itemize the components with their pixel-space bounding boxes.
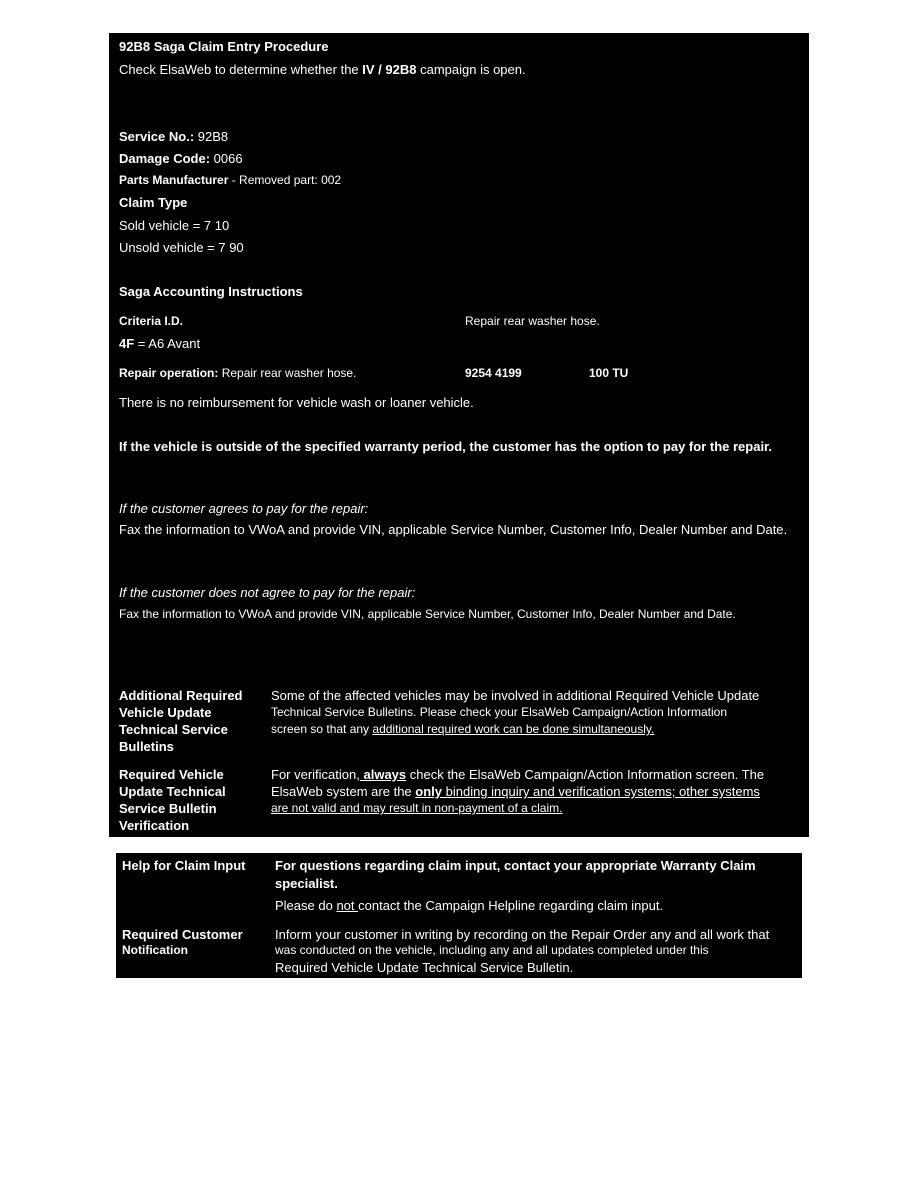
additional-bulletins-line-1: Some of the affected vehicles may be involved in additional Required Vehicle Update (271, 688, 760, 703)
repair-operation: Repair operation: Repair rear washer hose. (119, 366, 357, 380)
customer-not-agree-heading: If the customer does not agree to pay for the repair: (119, 585, 416, 600)
notification-line-1: Inform your customer in writing by recording on the Repair Order any and all work that (275, 927, 770, 942)
notification-label-2: Notification (122, 943, 188, 957)
help-claim-input-label: Help for Claim Input (122, 858, 246, 873)
additional-bulletins-line-2: Technical Service Bulletins. Please check your ElsaWeb Campaign/Action Information (271, 705, 727, 719)
help-note: Please do not contact the Campaign Helpline regarding claim input. (275, 898, 664, 913)
damage-code: Damage Code: 0066 (119, 151, 243, 166)
notification-line-2: was conducted on the vehicle, including any and all updates completed under this (275, 943, 709, 957)
model-code: 4F = A6 Avant (119, 336, 201, 351)
criteria-label: Criteria I.D. (119, 314, 184, 328)
verification-line-1: For verification, always check the ElsaWeb Campaign/Action Information screen. The (271, 767, 765, 782)
verification-line-3: are not valid and may result in non-payment of a claim. (271, 801, 563, 815)
notification-line-3: Required Vehicle Update Technical Service Bulletin. (275, 960, 574, 975)
no-reimbursement-text: There is no reimbursement for vehicle wash or loaner vehicle. (119, 395, 474, 410)
time-units: 100 TU (589, 366, 629, 380)
outside-warranty-text: If the vehicle is outside of the specified warranty period, the customer has the option to pay for the repair. (119, 439, 773, 454)
claim-type-label: Claim Type (119, 195, 188, 210)
verification-label: Required Vehicle Update Technical Service Bulletin Verification (119, 767, 226, 833)
procedure-title: 92B8 Saga Claim Entry Procedure (119, 39, 329, 54)
campaign-check-text: Check ElsaWeb to determine whether the IV / 92B8 campaign is open. (119, 62, 526, 77)
notification-label-1: Required Customer (122, 927, 243, 942)
customer-not-agree-text: Fax the information to VWoA and provide VIN, applicable Service Number, Customer Info, Dealer Number and Date. (119, 607, 736, 621)
verification-line-2: ElsaWeb system are the only binding inquiry and verification systems; other systems (271, 784, 760, 799)
additional-bulletins-line-3: screen so that any additional required work can be done simultaneously. (271, 722, 655, 736)
unsold-vehicle-code: Unsold vehicle = 7 90 (119, 240, 244, 255)
labor-operation-code: 9254 4199 (465, 366, 522, 380)
parts-manufacturer: Parts Manufacturer - Removed part: 002 (119, 173, 342, 187)
campaign-code: IV / 92B8 (362, 62, 417, 77)
sold-vehicle-code: Sold vehicle = 7 10 (119, 218, 230, 233)
service-number: Service No.: 92B8 (119, 129, 229, 144)
additional-bulletins-label: Additional Required Vehicle Update Technical Service Bulletins (119, 688, 243, 754)
customer-agrees-heading: If the customer agrees to pay for the repair: (119, 501, 369, 516)
customer-agrees-text: Fax the information to VWoA and provide VIN, applicable Service Number, Customer Info, Dealer Number and Date. (119, 522, 788, 537)
help-claim-input-text: For questions regarding claim input, contact your appropriate Warranty Claim specialist. (275, 858, 756, 891)
accounting-heading: Saga Accounting Instructions (119, 284, 303, 299)
criteria-value: Repair rear washer hose. (465, 314, 600, 328)
